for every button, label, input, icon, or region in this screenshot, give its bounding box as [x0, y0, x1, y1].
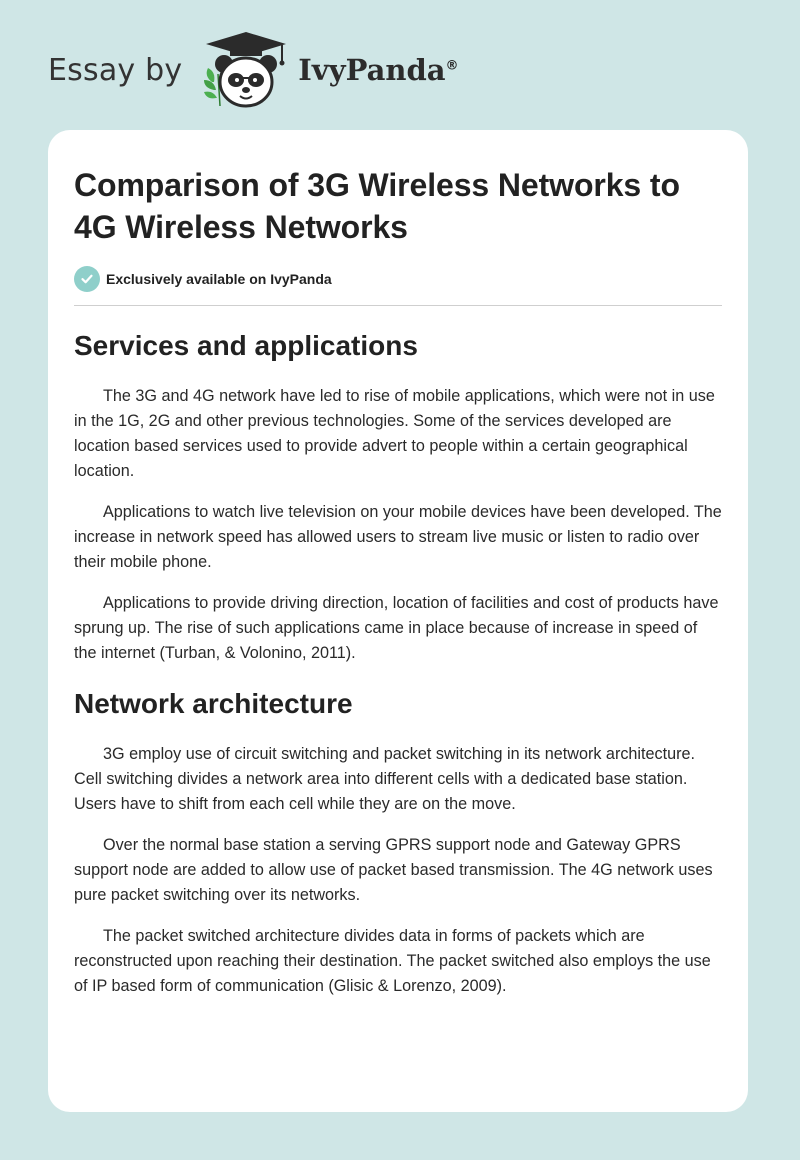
brand-name-text: IvyPanda [298, 53, 446, 87]
paragraph: Applications to watch live television on your mobile devices have been developed. The increase in network speed has allowed users to stream live music or listen to radio over their mobile phone. [74, 503, 722, 571]
paragraph: Over the normal base station a serving GPRS support node and Gateway GPRS support node are added to allow use of packet based transmission. The 4G network uses pure packet switching over its networks. [74, 836, 713, 904]
essay-by-label: Essay by [48, 52, 183, 88]
check-circle-icon [74, 266, 100, 292]
exclusive-text: Exclusively available on IvyPanda [106, 271, 332, 287]
brand-name[interactable] [298, 53, 458, 87]
paragraph: The 3G and 4G network have led to rise of mobile applications, which were not in use in the 1G, 2G and other previous technologies. Some of the services developed are location based services used to provide advert to people within a certain geographical location. [74, 387, 715, 480]
exclusive-badge [74, 266, 722, 292]
essay-card [48, 130, 748, 1112]
section-heading-services: Services and applications [74, 330, 418, 361]
paragraph: 3G employ use of circuit switching and packet switching in its network architecture. Cell switching divides a network area into different cells with a dedicated base station. Users have to shift from each cell while they are on the move. [74, 745, 696, 813]
paragraph: Applications to provide driving direction, location of facilities and cost of products have sprung up. The rise of such applications came in place because of increase in speed of the internet (Turban, & Volonino, 2011). [74, 594, 719, 662]
site-header [48, 30, 459, 110]
paragraph: The packet switched architecture divides data in forms of packets which are reconstructed upon reaching their destination. The packet switched also employs the use of IP based form of communication (Glisic & Lorenzo, 2009). [74, 927, 711, 995]
registered-mark: ® [445, 58, 459, 74]
essay-title: Comparison of 3G Wireless Networks to 4G Wireless Networks [74, 167, 680, 245]
panda-logo-icon[interactable] [198, 30, 294, 110]
section-heading-architecture: Network architecture [74, 688, 353, 719]
title-divider [74, 305, 722, 306]
